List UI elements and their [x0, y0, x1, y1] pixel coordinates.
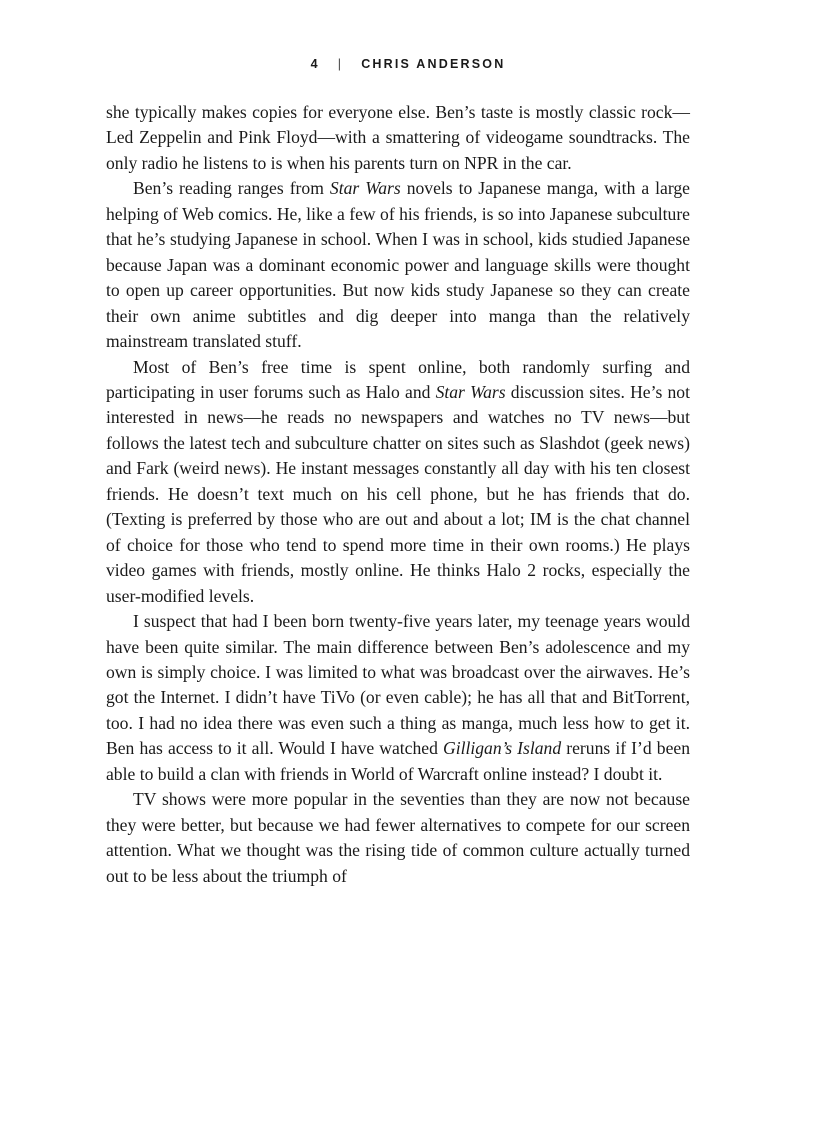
paragraph-3-text-b: discussion sites. He’s not interested in news—he reads no newspapers and watches no TV news—but follows the latest tech and subculture chatter on sites such as Slashdot (geek news) and Fark (weird news). He instant messages constantly all day with his ten closest friends. He doesn’t text much on his cell phone, but he has friends that do. (Texting is preferred by those who are out and about a lot; IM is the chat channel of choice for those who tend to spend more time in their own rooms.) He plays video games with friends, mostly online. He thinks Halo 2 rocks, especially the user-modified levels.	[106, 381, 690, 606]
paragraph-1	[106, 100, 690, 176]
paragraph-4-text-b: reruns if I’d been able to build a clan with friends in World of Warcraft online instead? I doubt it.	[106, 738, 690, 784]
show-title-gilligans-island: Gilligan’s Island	[442, 738, 562, 759]
page-number: 4	[310, 57, 320, 71]
paragraph-3-text-a: Most of Ben’s free time is spent online, both randomly surfing and participating in user forums such as Halo and	[106, 356, 690, 402]
paragraph-4	[106, 609, 690, 787]
running-head	[0, 57, 816, 71]
paragraph-3	[106, 355, 690, 610]
title-star-wars: Star Wars	[435, 381, 506, 402]
body-text	[106, 100, 690, 889]
paragraph-4-text-a: I suspect that had I been born twenty-five years later, my teenage years would have been quite similar. The main difference between Ben’s adolescence and my own is simply choice. I was limited to what was broadcast over the airwaves. He’s got the Internet. I didn’t have TiVo (or even cable); he has all that and BitTorrent, too. I had no idea there was even such a thing as manga, much less how to get it. Ben has access to it all. Would I have watched	[106, 611, 690, 759]
book-title-star-wars: Star Wars	[329, 178, 401, 199]
paragraph-1-text: she typically makes copies for everyone else. Ben’s taste is mostly classic rock—Led Zeppelin and Pink Floyd—with a smattering of videogame soundtracks. The only radio he listens to is when his parents turn on NPR in the car.	[106, 102, 690, 173]
paragraph-2-text-a: Ben’s reading ranges from	[133, 178, 330, 199]
paragraph-5-text: TV shows were more popular in the seventies than they are now not because they were better, but because we had fewer alternatives to compete for our screen attention. What we thought was the rising tide of common culture actually turned out to be less about the triumph of	[106, 789, 690, 886]
paragraph-2-text-b: novels to Japanese manga, with a large helping of Web comics. He, like a few of his friends, is so into Japanese subculture that he’s studying Japanese in school. When I was in school, kids studied Japanese because Japan was a dominant economic power and language skills were thought to open up career opportunities. But now kids study Japanese so they can create their own anime subtitles and dig deeper into manga than the relatively mainstream translated stuff.	[106, 178, 690, 352]
author-name: CHRIS ANDERSON	[361, 57, 506, 71]
paragraph-2	[106, 176, 690, 354]
paragraph-5	[106, 787, 690, 889]
header-separator: |	[337, 57, 344, 71]
